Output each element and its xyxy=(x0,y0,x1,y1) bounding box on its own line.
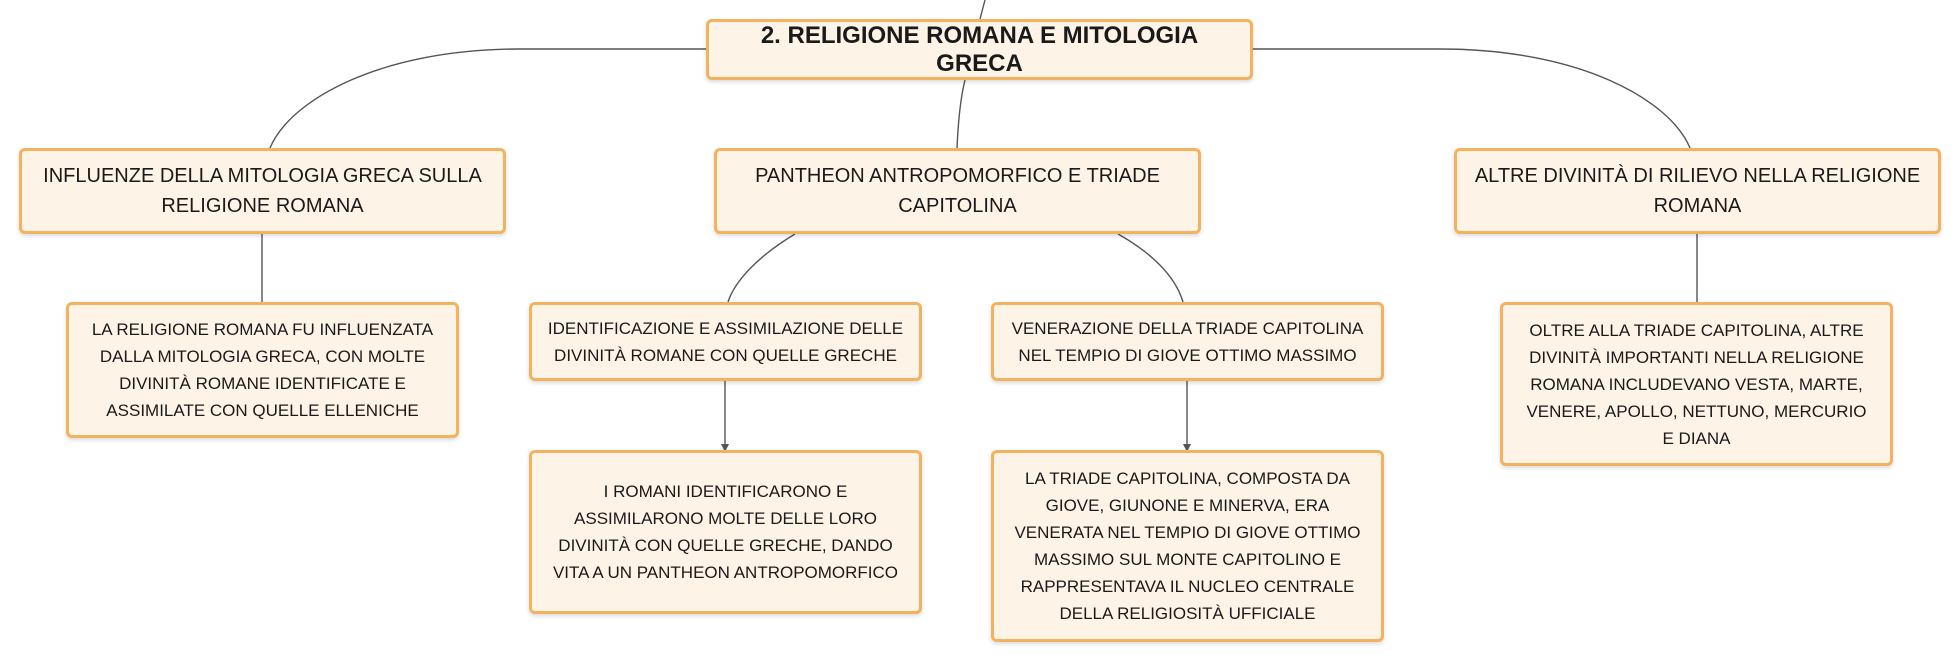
branch-influenze[interactable]: INFLUENZE DELLA MITOLOGIA GRECA SULLA RELIGIONE ROMANA xyxy=(19,148,506,234)
connector-root-branch-3 xyxy=(1253,49,1690,148)
branch-pantheon[interactable]: PANTHEON ANTROPOMORFICO E TRIADE CAPITOLINA xyxy=(714,148,1201,234)
subtopic-altre-divinita[interactable]: OLTRE ALLA TRIADE CAPITOLINA, ALTRE DIVINITÀ IMPORTANTI NELLA RELIGIONE ROMANA INCLUDEVANO VESTA, MARTE, VENERE, APOLLO, NETTUNO, MERCURIO E DIANA xyxy=(1500,302,1893,466)
branch-altre-divinita[interactable]: ALTRE DIVINITÀ DI RILIEVO NELLA RELIGIONE ROMANA xyxy=(1454,148,1941,234)
connector-root-parent xyxy=(980,0,985,19)
subtopic-venerazione-triade[interactable]: VENERAZIONE DELLA TRIADE CAPITOLINA NEL TEMPIO DI GIOVE OTTIMO MASSIMO xyxy=(991,302,1384,381)
connector-branch-2-child-2 xyxy=(1118,234,1183,302)
connector-root-branch-2 xyxy=(957,80,965,148)
connector-branch-2-child-1 xyxy=(728,234,795,302)
subtopic-influenza-greca[interactable]: LA RELIGIONE ROMANA FU INFLUENZATA DALLA MITOLOGIA GRECA, CON MOLTE DIVINITÀ ROMANE IDENTIFICATE E ASSIMILATE CON QUELLE ELLENICHE xyxy=(66,302,459,438)
subtopic-identificazione[interactable]: IDENTIFICAZIONE E ASSIMILAZIONE DELLE DIVINITÀ ROMANE CON QUELLE GRECHE xyxy=(529,302,922,381)
detail-triade-capitolina[interactable]: LA TRIADE CAPITOLINA, COMPOSTA DA GIOVE, GIUNONE E MINERVA, ERA VENERATA NEL TEMPIO DI GIOVE OTTIMO MASSIMO SUL MONTE CAPITOLINO E RAPPRESENTAVA IL NUCLEO CENTRALE DELLA RELIGIOSITÀ UFFICIALE xyxy=(991,450,1384,642)
root-topic[interactable]: 2. RELIGIONE ROMANA E MITOLOGIA GRECA xyxy=(706,19,1253,80)
detail-pantheon-antropomorfico[interactable]: I ROMANI IDENTIFICARONO E ASSIMILARONO MOLTE DELLE LORO DIVINITÀ CON QUELLE GRECHE, DANDO VITA A UN PANTHEON ANTROPOMORFICO xyxy=(529,450,922,614)
connector-root-branch-1 xyxy=(270,49,706,148)
